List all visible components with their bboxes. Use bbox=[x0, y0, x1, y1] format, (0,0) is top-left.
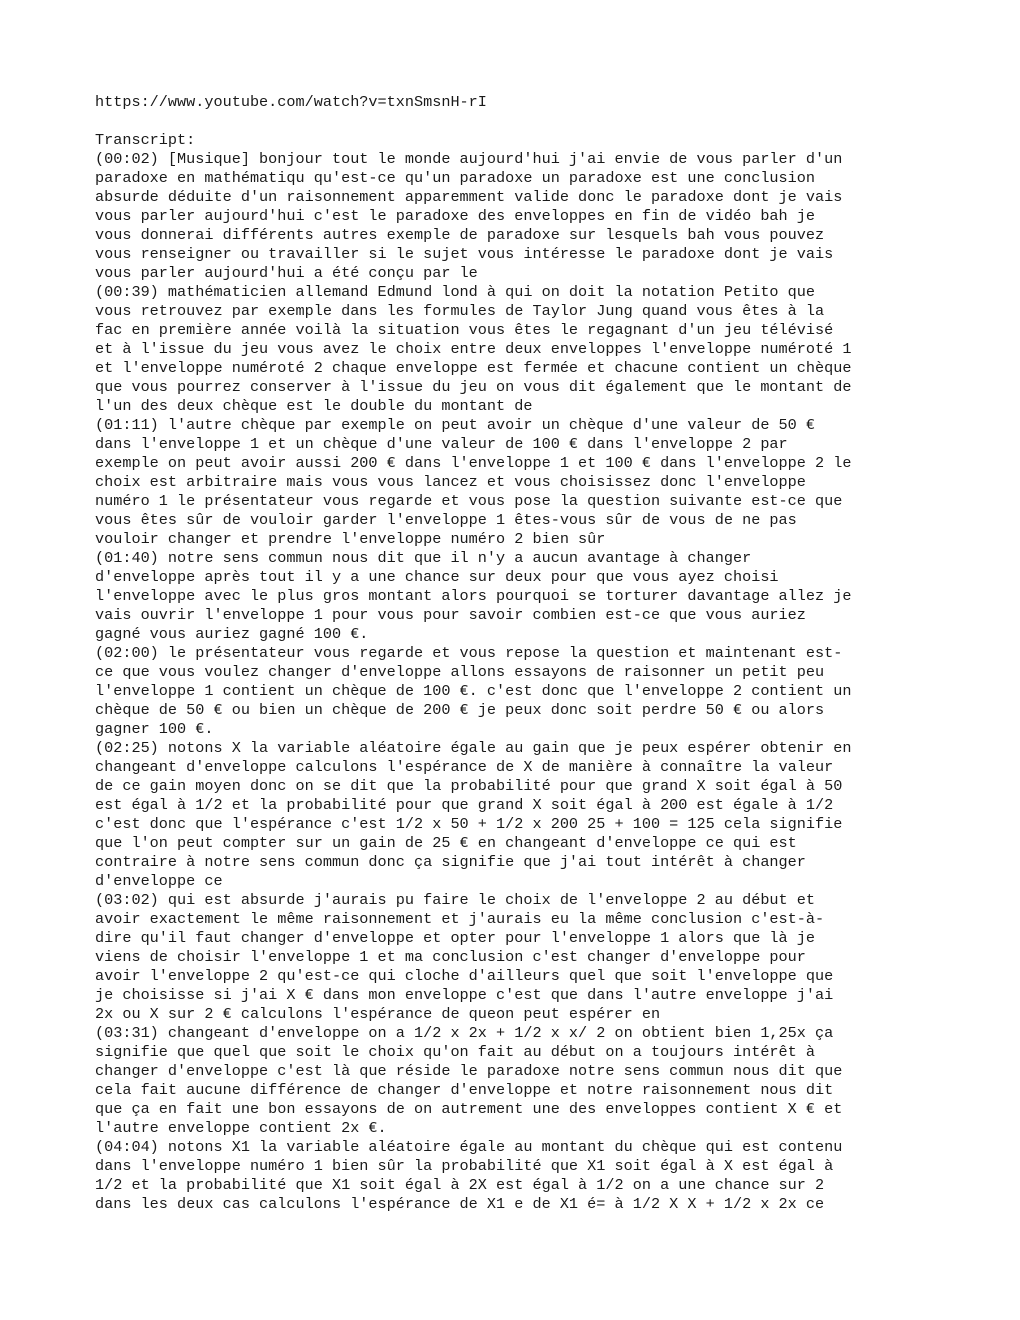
transcript-line: gagner 100 €. bbox=[95, 720, 214, 738]
transcript-line: vouloir changer et prendre l'enveloppe numéro 2 bien sûr bbox=[95, 530, 606, 548]
transcript-page bbox=[95, 93, 955, 1214]
transcript-line: numéro 1 le présentateur vous regarde et vous pose la question suivante est-ce que bbox=[95, 492, 843, 510]
transcript-line: changeant d'enveloppe calculons l'espérance de X de manière à connaître la valeur bbox=[95, 758, 834, 776]
transcript-line: chèque de 50 € ou bien un chèque de 200 € je peux donc soit perdre 50 € ou alors bbox=[95, 701, 825, 719]
transcript-line: absurde déduite d'un raisonnement apparemment valide donc le paradoxe dont je vais bbox=[95, 188, 843, 206]
transcript-line: choix est arbitraire mais vous vous lancez et vous choisissez donc l'enveloppe bbox=[95, 473, 806, 491]
transcript-line: (03:31) changeant d'enveloppe on a 1/2 x 2x + 1/2 x x/ 2 on obtient bien 1,25x ça bbox=[95, 1024, 834, 1042]
transcript-line: vous retrouvez par exemple dans les formules de Taylor Jung quand vous êtes à la bbox=[95, 302, 825, 320]
transcript-line: avoir exactement le même raisonnement et j'aurais eu la même conclusion c'est-à- bbox=[95, 910, 825, 928]
transcript-line: l'enveloppe avec le plus gros montant alors pourquoi se torturer davantage allez je bbox=[95, 587, 852, 605]
transcript-line: (00:02) [Musique] bonjour tout le monde aujourd'hui j'ai envie de vous parler d'un bbox=[95, 150, 843, 168]
transcript-line: (03:02) qui est absurde j'aurais pu faire le choix de l'enveloppe 2 au début et bbox=[95, 891, 816, 909]
transcript-line: contraire à notre sens commun donc ça signifie que j'ai tout intérêt à changer bbox=[95, 853, 806, 871]
transcript-line: dans l'enveloppe numéro 1 bien sûr la probabilité que X1 soit égal à X est égal à bbox=[95, 1157, 834, 1175]
transcript-line: l'un des deux chèque est le double du montant de bbox=[95, 397, 533, 415]
transcript-line: de ce gain moyen donc on se dit que la probabilité pour que grand X soit égal à 50 bbox=[95, 777, 843, 795]
transcript-line: que vous pourrez conserver à l'issue du jeu on vous dit également que le montant de bbox=[95, 378, 852, 396]
transcript-line: que l'on peut compter sur un gain de 25 € en changeant d'enveloppe ce qui est bbox=[95, 834, 797, 852]
transcript-line: vous renseigner ou travailler si le sujet vous intéresse le paradoxe dont je vais bbox=[95, 245, 834, 263]
transcript-line: dans l'enveloppe 1 et un chèque d'une valeur de 100 € dans l'enveloppe 2 par bbox=[95, 435, 788, 453]
transcript-line: je choisisse si j'ai X € dans mon enveloppe c'est que dans l'autre enveloppe j'ai bbox=[95, 986, 834, 1004]
transcript-line: vous parler aujourd'hui a été conçu par le bbox=[95, 264, 478, 282]
transcript-line: (01:40) notre sens commun nous dit que il n'y a aucun avantage à changer bbox=[95, 549, 752, 567]
transcript-line: est égal à 1/2 et la probabilité pour que grand X soit égal à 200 est égale à 1/2 bbox=[95, 796, 834, 814]
transcript-line: 2x ou X sur 2 € calculons l'espérance de queon peut espérer en bbox=[95, 1005, 661, 1023]
transcript-line: l'enveloppe 1 contient un chèque de 100 €. c'est donc que l'enveloppe 2 contient un bbox=[95, 682, 852, 700]
transcript-line: avoir l'enveloppe 2 qu'est-ce qui cloche d'ailleurs quel que soit l'enveloppe que bbox=[95, 967, 834, 985]
transcript-line: exemple on peut avoir aussi 200 € dans l'enveloppe 1 et 100 € dans l'enveloppe 2 le bbox=[95, 454, 852, 472]
transcript-line: paradoxe en mathématiqu qu'est-ce qu'un paradoxe un paradoxe est une conclusion bbox=[95, 169, 816, 187]
transcript-line: cela fait aucune différence de changer d'enveloppe et notre raisonnement nous dit bbox=[95, 1081, 834, 1099]
transcript-line: (02:00) le présentateur vous regarde et vous repose la question et maintenant est- bbox=[95, 644, 843, 662]
transcript-line: c'est donc que l'espérance c'est 1/2 x 50 + 1/2 x 200 25 + 100 = 125 cela signifie bbox=[95, 815, 843, 833]
transcript-line: d'enveloppe ce bbox=[95, 872, 223, 890]
transcript-line: vous parler aujourd'hui c'est le paradoxe des enveloppes en fin de vidéo bah je bbox=[95, 207, 816, 225]
transcript-line: (02:25) notons X la variable aléatoire égale au gain que je peux espérer obtenir en bbox=[95, 739, 852, 757]
transcript-line: dire qu'il faut changer d'enveloppe et opter pour l'enveloppe 1 alors que là je bbox=[95, 929, 816, 947]
transcript-body bbox=[95, 150, 955, 1214]
transcript-line: viens de choisir l'enveloppe 1 et ma conclusion c'est changer d'enveloppe pour bbox=[95, 948, 806, 966]
transcript-line: dans les deux cas calculons l'espérance de X1 e de X1 é= à 1/2 X X + 1/2 x 2x ce bbox=[95, 1195, 825, 1213]
transcript-label: Transcript: bbox=[95, 131, 196, 149]
transcript-line: vais ouvrir l'enveloppe 1 pour vous pour savoir combien est-ce que vous auriez bbox=[95, 606, 806, 624]
video-url[interactable]: https://www.youtube.com/watch?v=txnSmsnH-rI bbox=[95, 93, 487, 111]
transcript-line: vous êtes sûr de vouloir garder l'enveloppe 1 êtes-vous sûr de vous de ne pas bbox=[95, 511, 797, 529]
transcript-line: signifie que quel que soit le choix qu'on fait au début on a toujours intérêt à bbox=[95, 1043, 816, 1061]
transcript-line: (01:11) l'autre chèque par exemple on peut avoir un chèque d'une valeur de 50 € bbox=[95, 416, 816, 434]
transcript-line: d'enveloppe après tout il y a une chance sur deux pour que vous ayez choisi bbox=[95, 568, 779, 586]
transcript-line: 1/2 et la probabilité que X1 soit égal à 2X est égal à 1/2 on a une chance sur 2 bbox=[95, 1176, 825, 1194]
transcript-line: vous donnerai différents autres exemple de paradoxe sur lesquels bah vous pouvez bbox=[95, 226, 825, 244]
transcript-line: (04:04) notons X1 la variable aléatoire égale au montant du chèque qui est contenu bbox=[95, 1138, 843, 1156]
transcript-line: fac en première année voilà la situation vous êtes le regagnant d'un jeu télévisé bbox=[95, 321, 834, 339]
transcript-line: que ça en fait une bon essayons de on autrement une des enveloppes contient X € et bbox=[95, 1100, 843, 1118]
transcript-line: ce que vous voulez changer d'enveloppe allons essayons de raisonner un petit peu bbox=[95, 663, 825, 681]
transcript-line: et l'enveloppe numéroté 2 chaque enveloppe est fermée et chacune contient un chèque bbox=[95, 359, 852, 377]
spacer bbox=[95, 112, 955, 131]
transcript-line: changer d'enveloppe c'est là que réside le paradoxe notre sens commun nous dit que bbox=[95, 1062, 843, 1080]
transcript-line: l'autre enveloppe contient 2x €. bbox=[95, 1119, 387, 1137]
transcript-line: gagné vous auriez gagné 100 €. bbox=[95, 625, 369, 643]
transcript-line: (00:39) mathématicien allemand Edmund lond à qui on doit la notation Petito que bbox=[95, 283, 816, 301]
transcript-line: et à l'issue du jeu vous avez le choix entre deux enveloppes l'enveloppe numéroté 1 bbox=[95, 340, 852, 358]
